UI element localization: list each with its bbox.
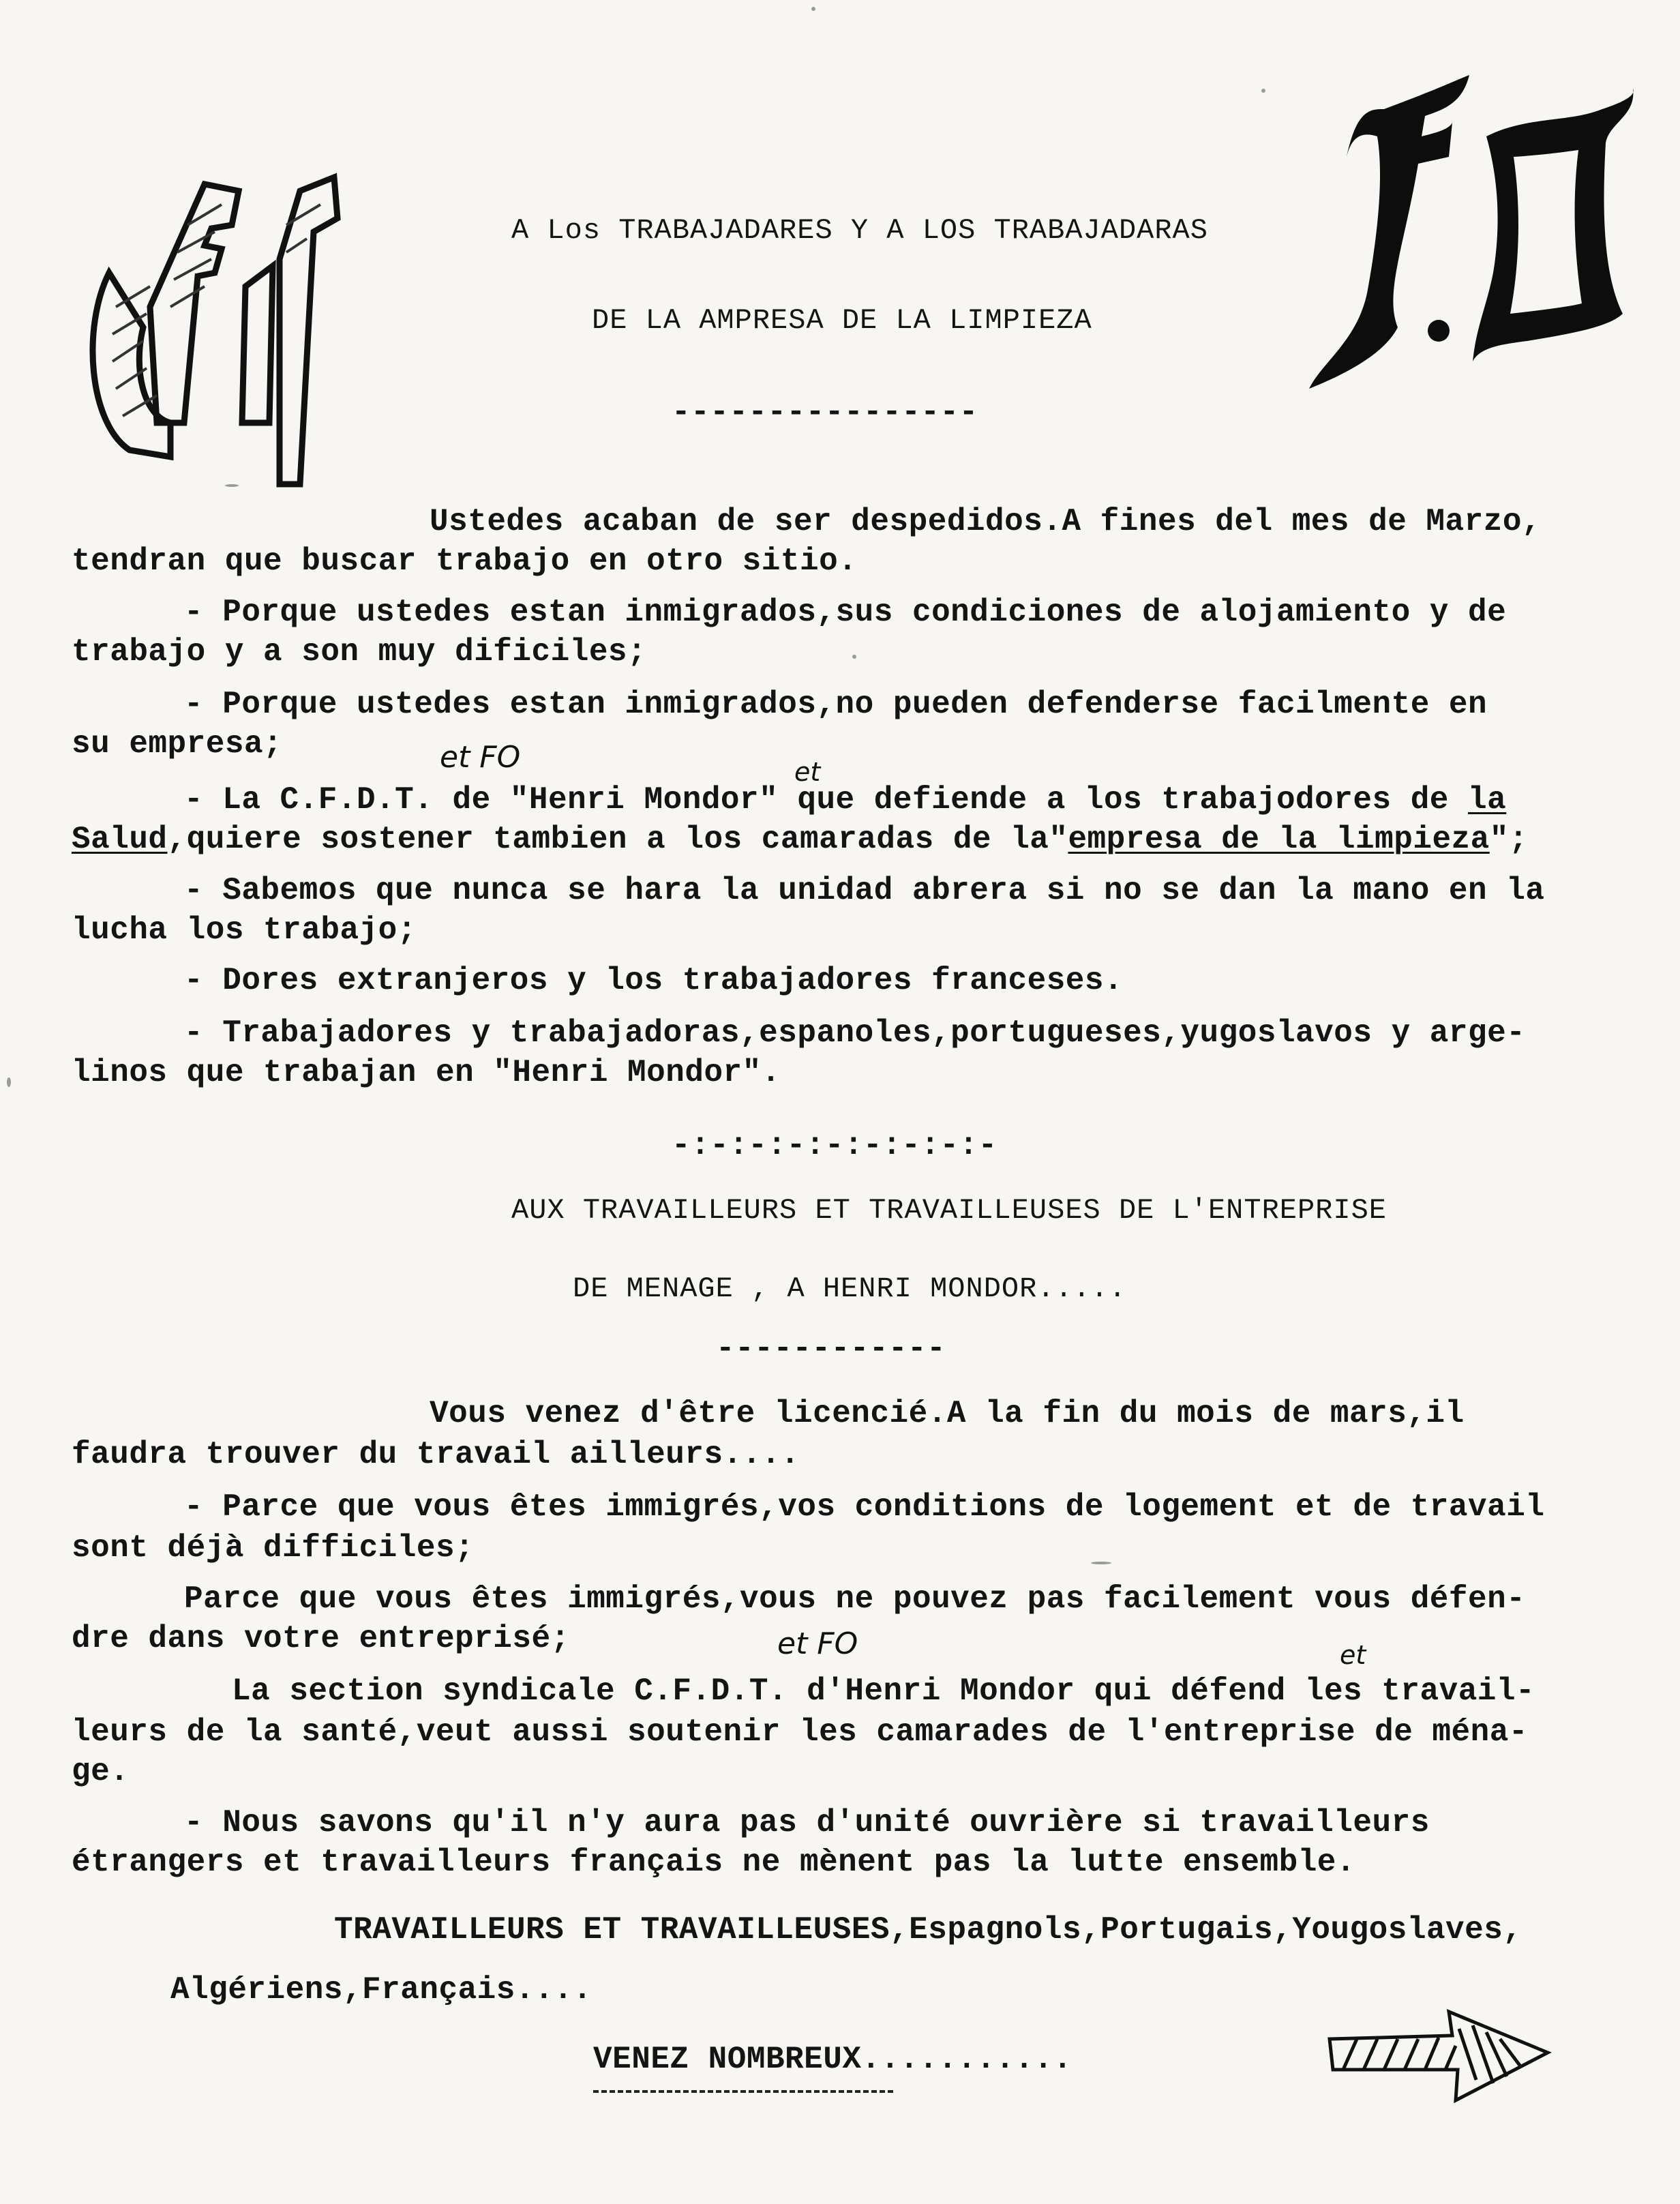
spanish-p7-line2: linos que trabajan en "Henri Mondor". <box>72 1055 781 1090</box>
cfdt-logo-text: CFDT <box>150 484 152 485</box>
spanish-p4-salud-underlined: Salud <box>72 822 168 857</box>
french-title-line2: DE MENAGE , A HENRI MONDOR..... <box>573 1272 1127 1305</box>
french-p3-line2: dre dans votre entreprisé; <box>72 1621 570 1656</box>
french-p1-line2: faudra trouver du travail ailleurs.... <box>72 1437 800 1472</box>
french-p5-line1: - Nous savons qu'il n'y aura pas d'unité ouvrière si travailleurs <box>184 1805 1430 1841</box>
fo-logo <box>1282 68 1636 396</box>
scan-speck <box>852 655 856 659</box>
spanish-p5-line2: lucha los trabajo; <box>72 912 417 948</box>
spanish-p4-empresa-underlined: empresa de la limpieza <box>1068 822 1490 857</box>
scan-speck <box>7 1077 11 1087</box>
scan-speck <box>811 7 815 11</box>
scan-speck <box>1261 89 1265 93</box>
french-title-line1: AUX TRAVAILLEURS ET TRAVAILLEUSES DE L'ENTREPRISE <box>511 1194 1388 1227</box>
spanish-title-line1: A Los TRABAJADARES Y A LOS TRABAJADARAS <box>511 214 1208 247</box>
closing-line2: Algériens,Français.... <box>170 1972 592 2008</box>
closing-line1: TRAVAILLEURS ET TRAVAILLEUSES,Espagnols,Portugais,Yougoslaves, <box>334 1912 1522 1948</box>
spanish-title-line2: DE LA AMPRESA DE LA LIMPIEZA <box>592 304 1092 337</box>
spanish-p1-line2: tendran que buscar trabajo en otro sitio. <box>72 543 858 579</box>
call-to-action-dashes <box>593 2090 893 2093</box>
spanish-p4-line1-text: - La C.F.D.T. de "Henri Mondor" que defiende a los trabajodores de <box>184 782 1469 818</box>
spanish-p4-line2 <box>72 819 1528 860</box>
handwritten-et-fo-1: et FO <box>440 740 521 775</box>
call-to-action <box>593 2039 1072 2080</box>
handwritten-et-1: et <box>794 757 821 787</box>
spanish-p4-line2-text: ,quiere sostener tambien a los camaradas de la" <box>167 822 1068 857</box>
spanish-p2-line2: trabajo y a son muy dificiles; <box>72 634 647 670</box>
call-to-action-dots: ........... <box>861 2042 1072 2077</box>
spanish-p2-line1: - Porque ustedes estan inmigrados,sus condiciones de alojamiento y de <box>184 595 1507 630</box>
french-p4-line3: ge. <box>72 1754 130 1789</box>
spanish-p4-la-underlined: la <box>1468 782 1507 818</box>
scan-speck <box>1091 1562 1111 1564</box>
handwritten-et-2: et <box>1340 1640 1366 1670</box>
arrow-right-icon <box>1323 1998 1555 2107</box>
french-p2-line2: sont déjà difficiles; <box>72 1530 475 1566</box>
spanish-p3-line2: su empresa; <box>72 726 283 762</box>
section-divider: -:-:-:-:-:-:-:-:- <box>672 1128 997 1163</box>
spanish-p4-line1 <box>184 779 1506 820</box>
french-p3-line1: Parce que vous êtes immigrés,vous ne pouvez pas facilement vous défen- <box>184 1581 1526 1617</box>
french-p4-line2: leurs de la santé,veut aussi soutenir les camarades de l'entreprise de ména- <box>72 1714 1528 1750</box>
french-p5-line2: étrangers et travailleurs français ne mènent pas la lutte ensemble. <box>72 1845 1356 1880</box>
french-separator: ------------ <box>716 1331 946 1367</box>
spanish-p3-line1: - Porque ustedes estan inmigrados,no pueden defenderse facilmente en <box>184 687 1488 722</box>
cfdt-logo <box>68 102 341 498</box>
spanish-separator: ---------------- <box>672 395 978 430</box>
spanish-p5-line1: - Sabemos que nunca se hara la unidad abrera si no se dan la mano en la <box>184 873 1545 908</box>
call-to-action-text: VENEZ NOMBREUX <box>593 2042 862 2077</box>
spanish-p1-line1: Ustedes acaban de ser despedidos.A fines del mes de Marzo, <box>430 504 1542 539</box>
french-p2-line1: - Parce que vous êtes immigrés,vos conditions de logement et de travail <box>184 1489 1545 1525</box>
spanish-p6-line1: - Dores extranjeros y los trabajadores franceses. <box>184 963 1124 998</box>
french-p4-line1: La section syndicale C.F.D.T. d'Henri Mondor qui défend les travail- <box>232 1673 1535 1709</box>
french-p1-line1: Vous venez d'être licencié.A la fin du mois de mars,il <box>430 1396 1465 1431</box>
handwritten-et-fo-2: et FO <box>777 1626 858 1661</box>
scan-speck <box>225 484 239 487</box>
spanish-p7-line1: - Trabajadores y trabajadoras,espanoles,portugueses,yugoslavos y arge- <box>184 1015 1526 1051</box>
spanish-p4-line2-end: "; <box>1489 822 1528 857</box>
